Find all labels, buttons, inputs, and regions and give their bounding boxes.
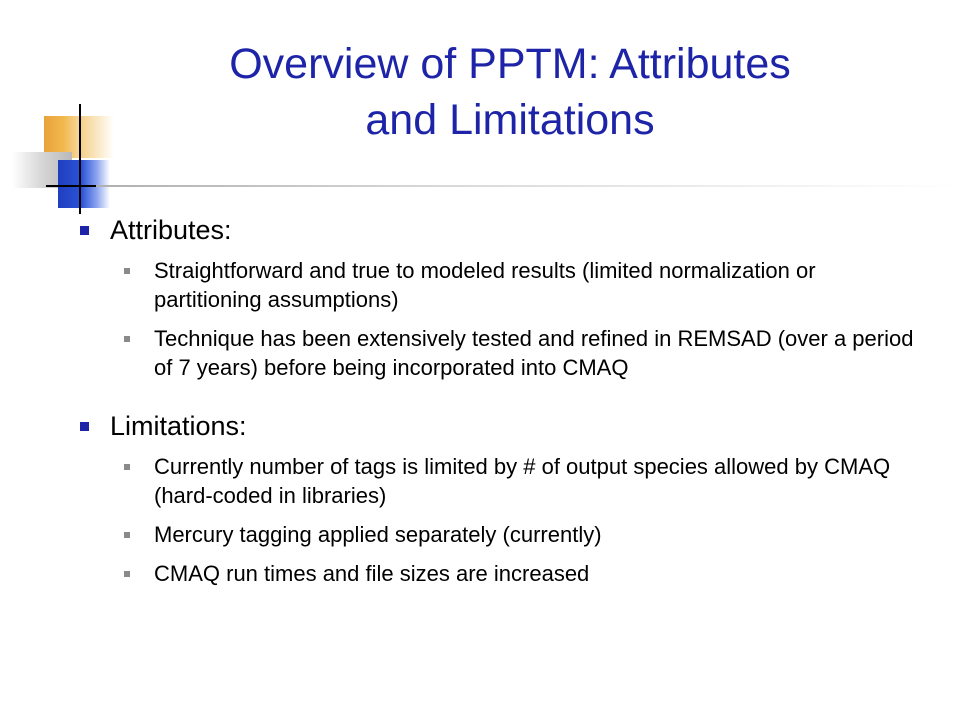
attributes-list [76, 256, 916, 382]
small-square-bullet-icon [124, 336, 130, 342]
slide-title-line-2: and Limitations [365, 96, 655, 144]
list-item [76, 256, 916, 314]
attributes-section [76, 214, 916, 382]
small-square-bullet-icon [124, 571, 130, 577]
title-divider [96, 185, 960, 187]
list-item-text: Mercury tagging applied separately (currently) [154, 522, 602, 547]
list-item-text: CMAQ run times and file sizes are increased [154, 561, 590, 586]
square-bullet-icon [80, 422, 89, 431]
small-square-bullet-icon [124, 268, 130, 274]
small-square-bullet-icon [124, 532, 130, 538]
limitations-section [76, 410, 916, 588]
logo-orange-fade [80, 116, 114, 158]
section-heading-text: Limitations: [110, 411, 247, 441]
section-heading [76, 214, 916, 246]
list-item [76, 520, 916, 549]
limitations-list [76, 452, 916, 588]
slide-title-line-1: Overview of PPTM: Attributes [229, 40, 791, 88]
logo-horizontal-line [46, 185, 100, 187]
square-bullet-icon [80, 226, 89, 235]
slide-body [76, 214, 916, 598]
list-item [76, 324, 916, 382]
decorative-logo-icon [0, 0, 140, 220]
small-square-bullet-icon [124, 464, 130, 470]
section-heading [76, 410, 916, 442]
list-item [76, 452, 916, 510]
list-item-text: Currently number of tags is limited by # of output species allowed by CMAQ (hard-coded in libraries) [154, 454, 891, 508]
list-item-text: Technique has been extensively tested and refined in REMSAD (over a period of 7 years) before being incorporated into CMAQ [154, 326, 914, 380]
logo-blue-square [58, 160, 110, 208]
list-item [76, 559, 916, 588]
list-item-text: Straightforward and true to modeled results (limited normalization or partitioning assumptions) [154, 258, 816, 312]
section-heading-text: Attributes: [110, 215, 232, 245]
slide-title [120, 36, 900, 148]
logo-vertical-line [79, 104, 81, 214]
